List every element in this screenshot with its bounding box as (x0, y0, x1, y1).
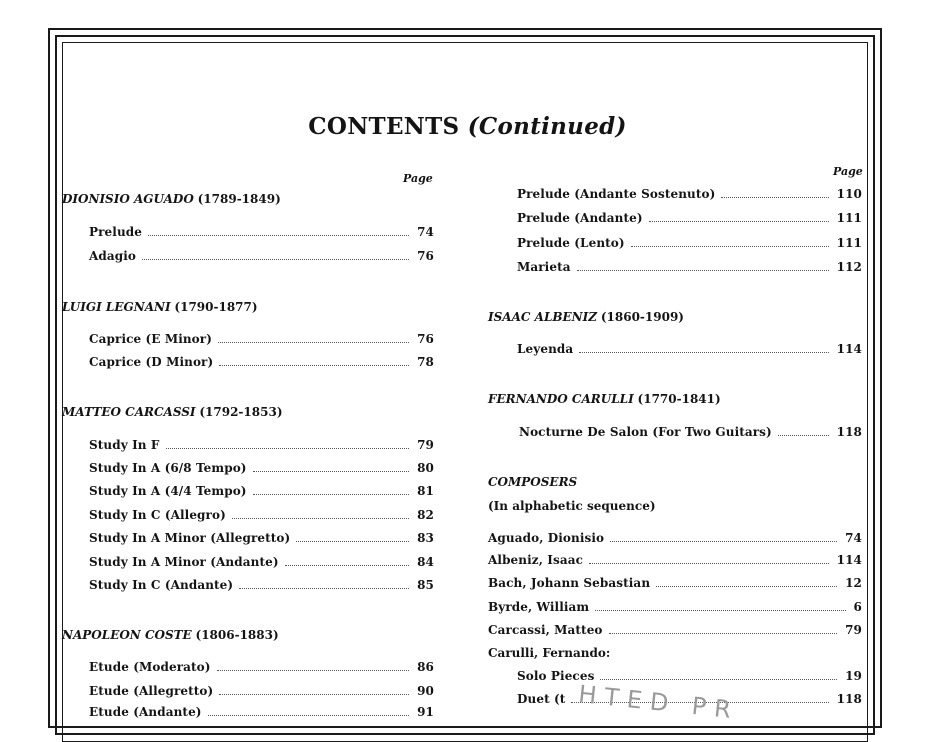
dot-leader (217, 670, 410, 671)
toc-entry[interactable]: Etude (Andante) 91 (89, 705, 434, 719)
composer-heading-aguado: DIONISIO AGUADO (1789-1849) (62, 192, 281, 206)
dot-leader (600, 679, 837, 680)
page-column-header-left: Page (403, 172, 433, 185)
dot-leader (232, 518, 409, 519)
toc-entry[interactable]: Etude (Allegretto) 90 (89, 684, 434, 698)
toc-entry[interactable]: Adagio 76 (89, 249, 434, 263)
toc-entry[interactable]: Prelude (Andante) 111 (517, 211, 862, 225)
dot-leader (218, 342, 409, 343)
toc-entry[interactable]: Etude (Moderato) 86 (89, 660, 434, 674)
composers-heading: COMPOSERS (488, 475, 578, 489)
dot-leader (577, 270, 829, 271)
toc-entry[interactable]: Study In C (Allegro) 82 (89, 508, 434, 522)
dot-leader (649, 221, 829, 222)
dot-leader (595, 610, 845, 611)
index-entry[interactable]: Albeniz, Isaac 114 (488, 553, 862, 567)
index-entry[interactable]: Bach, Johann Sebastian 12 (488, 576, 862, 590)
index-entry[interactable]: Carcassi, Matteo 79 (488, 623, 862, 637)
toc-entry[interactable]: Nocturne De Salon (For Two Guitars) 118 (519, 425, 862, 439)
composer-heading-legnani: LUIGI LEGNANI (1790-1877) (62, 300, 258, 314)
dot-leader (253, 494, 410, 495)
dot-leader (589, 563, 829, 564)
toc-entry[interactable]: Prelude (Andante Sostenuto) 110 (517, 187, 862, 201)
toc-entry[interactable]: Caprice (E Minor) 76 (89, 332, 434, 346)
index-entry[interactable]: Aguado, Dionisio 74 (488, 531, 862, 545)
toc-entry[interactable]: Prelude (Lento) 111 (517, 236, 862, 250)
dot-leader (253, 471, 410, 472)
dot-leader (219, 694, 409, 695)
toc-entry[interactable]: Study In C (Andante) 85 (89, 578, 434, 592)
dot-leader (166, 448, 410, 449)
dot-leader (296, 541, 409, 542)
index-entry[interactable]: Byrde, William 6 (488, 600, 862, 614)
toc-entry[interactable]: Marieta 112 (517, 260, 862, 274)
watermark-stamp: HTED PR (577, 680, 741, 725)
toc-entry[interactable]: Prelude 74 (89, 225, 434, 239)
dot-leader (239, 588, 409, 589)
toc-entry[interactable]: Leyenda 114 (517, 342, 862, 356)
dot-leader (631, 246, 829, 247)
dot-leader (219, 365, 409, 366)
dot-leader (148, 235, 409, 236)
page-column-header-right: Page (833, 165, 863, 178)
dot-leader (778, 435, 829, 436)
dot-leader (609, 633, 838, 634)
index-entry-carulli-label: Carulli, Fernando: (488, 646, 611, 660)
page-title (0, 113, 935, 140)
toc-entry[interactable]: Study In A Minor (Andante) 84 (89, 555, 434, 569)
composer-heading-albeniz: ISAAC ALBENIZ (1860-1909) (488, 310, 684, 324)
composers-subheading: (In alphabetic sequence) (488, 499, 656, 513)
composer-heading-carulli: FERNANDO CARULLI (1770-1841) (488, 392, 721, 406)
toc-entry[interactable]: Study In A (6/8 Tempo) 80 (89, 461, 434, 475)
dot-leader (285, 565, 409, 566)
toc-entry[interactable]: Study In A (4/4 Tempo) 81 (89, 484, 434, 498)
dot-leader (579, 352, 828, 353)
index-subentry[interactable]: Duet (t 118 (517, 692, 862, 706)
toc-entry[interactable]: Study In A Minor (Allegretto) 83 (89, 531, 434, 545)
dot-leader (610, 541, 837, 542)
dot-leader (142, 259, 409, 260)
composer-heading-carcassi: MATTEO CARCASSI (1792-1853) (62, 405, 283, 419)
dot-leader (721, 197, 828, 198)
title-continued: (Continued) (467, 113, 627, 140)
dot-leader (656, 586, 837, 587)
toc-entry[interactable]: Study In F 79 (89, 438, 434, 452)
title-main: CONTENTS (308, 113, 460, 140)
composer-heading-coste: NAPOLEON COSTE (1806-1883) (62, 628, 279, 642)
toc-entry[interactable]: Caprice (D Minor) 78 (89, 355, 434, 369)
dot-leader (208, 715, 410, 716)
index-subentry[interactable]: Solo Pieces 19 (517, 669, 862, 683)
